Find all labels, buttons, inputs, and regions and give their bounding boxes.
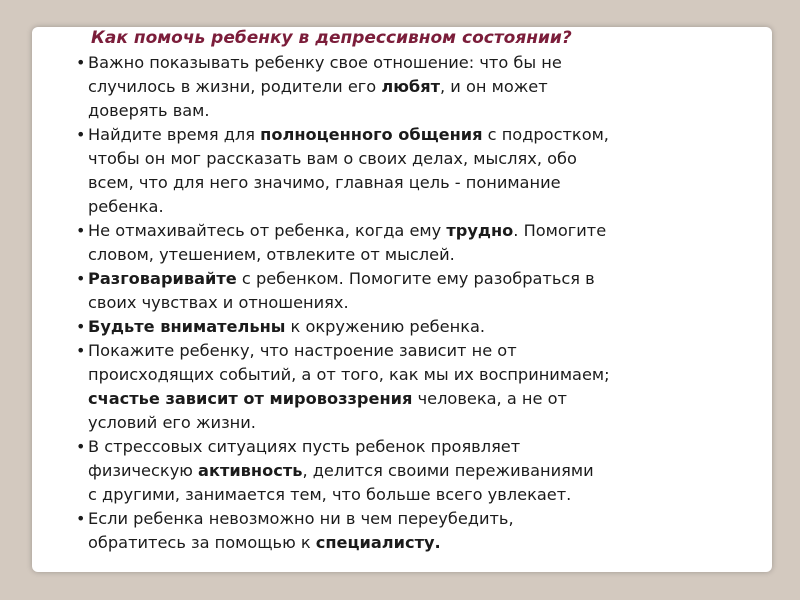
list-item-line xyxy=(88,531,666,555)
body-text: . Помогите xyxy=(513,221,607,240)
list-item-line xyxy=(88,435,666,459)
list-item xyxy=(76,267,666,315)
list-item xyxy=(76,339,666,435)
bullet-icon: • xyxy=(76,341,86,360)
list-item-line xyxy=(88,483,666,507)
list-item-line xyxy=(88,243,666,267)
list-item-line xyxy=(88,75,666,99)
body-text: , делится своими переживаниями xyxy=(302,461,594,480)
bullet-icon: • xyxy=(76,53,86,72)
body-text: В стрессовых ситуациях пусть ребенок проявляет xyxy=(88,437,521,456)
body-text: случилось в жизни, родители его xyxy=(88,77,382,96)
body-text: с другими, занимается тем, что больше всего увлекает. xyxy=(88,485,572,504)
list-item xyxy=(76,123,666,219)
body-text: Найдите время для xyxy=(88,125,261,144)
list-item-line xyxy=(88,123,666,147)
body-text: Покажите ребенку, что настроение зависит не от xyxy=(88,341,517,360)
list-item-line xyxy=(88,147,666,171)
advice-list xyxy=(76,51,666,555)
list-item xyxy=(76,51,666,123)
slide-title: Как помочь ребенку в депрессивном состоянии? xyxy=(91,28,572,48)
body-text: своих чувствах и отношениях. xyxy=(88,293,349,312)
emphasis-text: Разговаривайте xyxy=(88,269,237,288)
list-item-line xyxy=(88,339,666,363)
list-item-line xyxy=(88,219,666,243)
body-text: происходящих событий, а от того, как мы их воспринимаем; xyxy=(88,365,610,384)
emphasis-text: полноценного общения xyxy=(260,125,483,144)
list-item-line xyxy=(88,267,666,291)
emphasis-text: Будьте внимательны xyxy=(88,317,286,336)
body-text: условий его жизни. xyxy=(88,413,256,432)
body-text: всем, что для него значимо, главная цель - понимание xyxy=(88,173,561,192)
body-text: чтобы он мог рассказать вам о своих делах, мыслях, обо xyxy=(88,149,577,168)
body-text: словом, утешением, отвлеките от мыслей. xyxy=(88,245,455,264)
emphasis-text: специалисту. xyxy=(315,533,441,552)
body-text: физическую xyxy=(88,461,199,480)
list-item-line xyxy=(88,171,666,195)
bullet-icon: • xyxy=(76,221,86,240)
list-item-line xyxy=(88,51,666,75)
bullet-icon: • xyxy=(76,269,86,288)
body-text: доверять вам. xyxy=(88,101,210,120)
body-text: обратитесь за помощью к xyxy=(88,533,316,552)
emphasis-text: любят xyxy=(381,77,441,96)
body-text: с подростком, xyxy=(482,125,609,144)
body-text: , и он может xyxy=(440,77,548,96)
body-text: Не отмахивайтесь от ребенка, когда ему xyxy=(88,221,447,240)
emphasis-text: трудно xyxy=(446,221,514,240)
list-item-line xyxy=(88,411,666,435)
list-item-line xyxy=(88,291,666,315)
list-item-line xyxy=(88,507,666,531)
bullet-icon: • xyxy=(76,125,86,144)
body-text: человека, а не от xyxy=(412,389,567,408)
list-item-line xyxy=(88,363,666,387)
body-text: с ребенком. Помогите ему разобраться в xyxy=(236,269,595,288)
bullet-icon: • xyxy=(76,317,86,336)
list-item-line xyxy=(88,195,666,219)
list-item-line xyxy=(88,387,666,411)
emphasis-text: счастье зависит от мировоззрения xyxy=(88,389,413,408)
list-item-line xyxy=(88,99,666,123)
bullet-icon: • xyxy=(76,437,86,456)
list-item xyxy=(76,219,666,267)
body-text: Если ребенка невозможно ни в чем переубедить, xyxy=(88,509,514,528)
body-text: ребенка. xyxy=(88,197,164,216)
body-text: Важно показывать ребенку свое отношение: что бы не xyxy=(88,53,562,72)
list-item-line xyxy=(88,315,666,339)
list-item-line xyxy=(88,459,666,483)
list-item xyxy=(76,315,666,339)
bullet-icon: • xyxy=(76,509,86,528)
list-item xyxy=(76,435,666,507)
emphasis-text: активность xyxy=(198,461,303,480)
list-item xyxy=(76,507,666,555)
body-text: к окружению ребенка. xyxy=(285,317,486,336)
